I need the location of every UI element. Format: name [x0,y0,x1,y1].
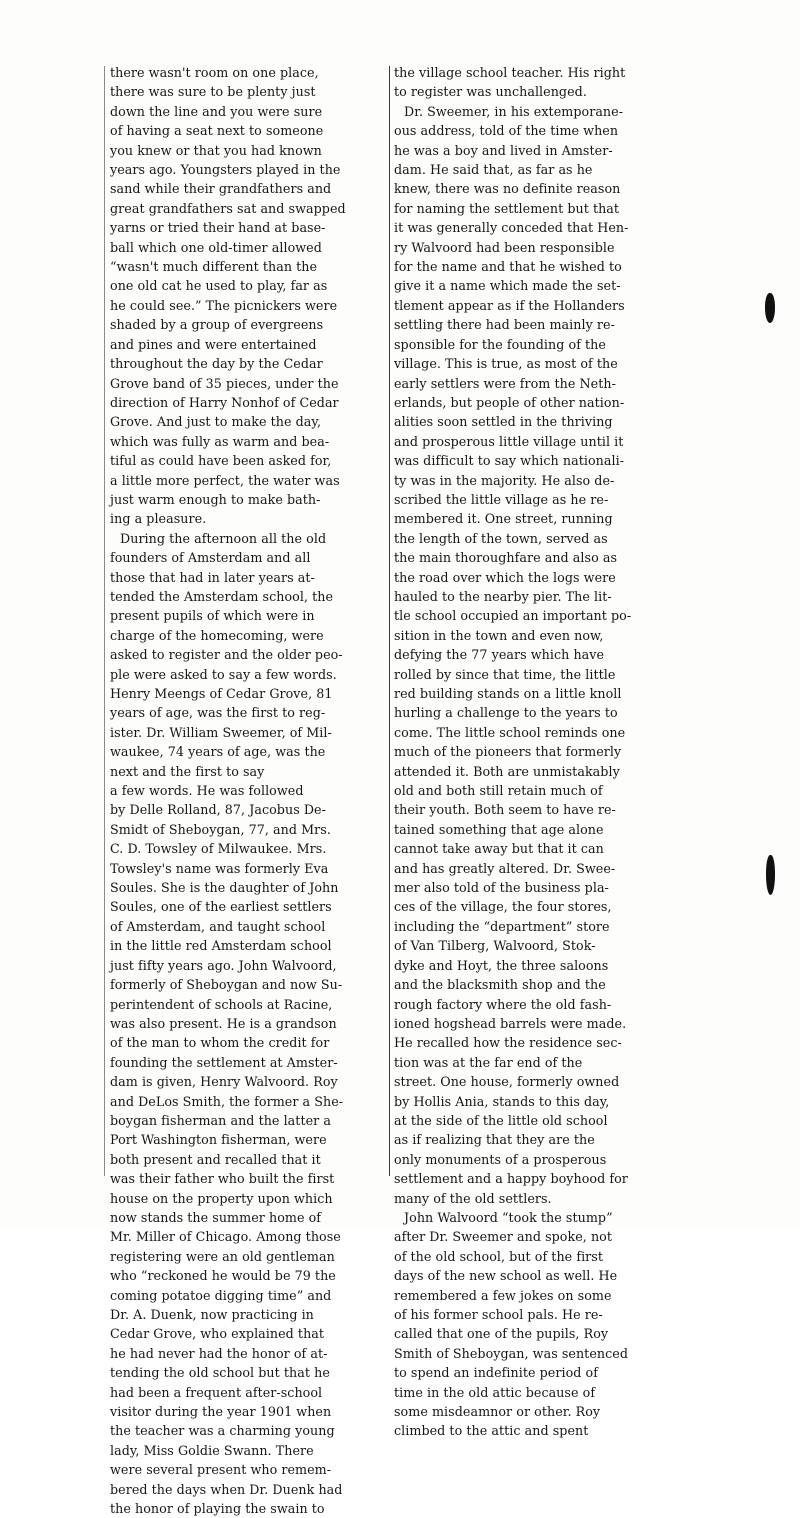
article-line: there wasn't room on one place, [110,65,319,80]
article-line: of Van Tilberg, Walvoord, Stok- [394,938,596,954]
article-line: charge of the homecoming, were [110,627,324,643]
article-line: bered the days when Dr. Duenk had [110,1481,343,1497]
article-line: both present and recalled that it [110,1151,321,1167]
scan-mark [765,293,775,323]
article-line: founders of Amsterdam and all [110,550,311,566]
article-line: of the man to whom the credit for [110,1035,330,1051]
article-line: were several present who remem- [110,1462,332,1478]
article-line: a few words. He was followed [110,783,304,799]
article-line: Dr. A. Duenk, now practicing in [110,1307,314,1322]
article-line: you knew or that you had known [110,142,322,158]
article-line: dam. He said that, as far as he [394,162,593,178]
article-line: dam is given, Henry Walvoord. Roy [110,1074,338,1090]
article-line: tiful as could have been asked for, [110,453,332,469]
article-line: defying the 77 years which have [394,647,605,663]
article-line: C. D. Towsley of Milwaukee. Mrs. [110,841,327,857]
article-line: formerly of Sheboygan and now Su- [110,977,343,993]
left-edge-rule [104,66,105,1176]
article-line: village. This is true, as most of the [394,356,618,372]
article-line: and DeLos Smith, the former a She- [110,1093,344,1109]
article-line: Soules, one of the earliest settlers [110,899,332,915]
article-line: next and the first to say [110,763,265,779]
article-line: registering were an old gentleman [110,1248,335,1264]
article-line: down the line and you were sure [110,103,323,119]
article-line: yarns or tried their hand at base- [110,220,326,236]
article-line: visitor during the year 1901 when [110,1404,332,1420]
article-line: which was fully as warm and bea- [110,433,330,449]
article-line: ty was in the majority. He also de- [394,472,615,488]
article-line: now stands the summer home of [110,1209,322,1225]
article-line: who “reckoned he would be 79 the [110,1268,336,1284]
article-line: at the side of the little old school [394,1112,608,1128]
article-line: just warm enough to make bath- [110,491,321,507]
article-line: of the old school, but of the first [394,1248,603,1264]
article-line: was also present. He is a grandson [110,1015,337,1031]
article-line: Dr. Sweemer, in his extemporane- [404,103,624,119]
article-line: scribed the little village as he re- [394,491,609,507]
article-line: tlement appear as if the Hollanders [394,297,625,313]
article-line: perintendent of schools at Racine, [110,996,333,1012]
article-line: Grove. And just to make the day, [110,414,322,430]
article-line: the main thoroughfare and also as [394,550,618,566]
article-line: ister. Dr. William Sweemer, of Mil- [110,724,332,740]
article-line: cannot take away but that it can [394,841,604,857]
article-line: founding the settlement at Amster- [110,1054,338,1070]
article-line: for naming the settlement but that [394,200,620,216]
article-line: “wasn't much different than the [110,259,318,275]
article-line: street. One house, formerly owned [394,1074,620,1090]
article-line: asked to register and the older peo- [110,647,343,663]
article-line: Soules. She is the daughter of John [110,880,339,896]
article-line: alities soon settled in the thriving [394,414,613,430]
article-line: early settlers were from the Neth- [394,375,616,391]
article-line: Port Washington fisherman, were [110,1132,327,1148]
article-line: and pines and were entertained [110,336,317,352]
article-line: Towsley's name was formerly Eva [110,860,329,876]
article-line: was difficult to say which nationali- [394,453,625,469]
article-line: sand while their grandfathers and [110,181,332,197]
article-line: as if realizing that they are the [394,1132,595,1148]
article-line: hurling a challenge to the years to [394,705,618,721]
article-line: called that one of the pupils, Roy [394,1326,609,1342]
article-line: tion was at the far end of the [394,1054,583,1070]
article-line: great grandfathers sat and swapped [110,200,346,216]
article-line: remembered a few jokes on some [394,1287,612,1303]
article-line: house on the property upon which [110,1190,333,1206]
article-line: only monuments of a prosperous [394,1151,607,1167]
article-line: ioned hogshead barrels were made. [394,1015,627,1031]
article-line: the village school teacher. His right [394,65,626,80]
article-line: dyke and Hoyt, the three saloons [394,957,609,973]
article-line: boygan fisherman and the latter a [110,1112,331,1128]
article-line: many of the old settlers. [394,1190,552,1206]
article-line: attended it. Both are unmistakably [394,763,620,779]
article-line: those that had in later years at- [110,569,315,585]
article-line: tained something that age alone [394,821,604,837]
article-line: and prosperous little village until it [394,433,624,449]
article-line: Smith of Sheboygan, was sentenced [394,1345,628,1361]
article-line: ous address, told of the time when [394,123,619,139]
article-line: erlands, but people of other nation- [394,394,625,410]
article-line: Cedar Grove, who explained that [110,1326,325,1342]
article-line: shaded by a group of evergreens [110,317,324,333]
article-line: Smidt of Sheboygan, 77, and Mrs. [110,821,331,837]
article-line: Henry Meengs of Cedar Grove, 81 [110,686,333,701]
article-line: the road over which the logs were [394,569,616,585]
article-line: throughout the day by the Cedar [110,356,323,372]
article-line: climbed to the attic and spent [394,1423,589,1439]
article-line: tending the old school but that he [110,1365,330,1381]
article-line: settling there had been mainly re- [394,317,615,333]
article-line: tle school occupied an important po- [394,608,632,624]
article-line: sition in the town and even now, [394,627,604,643]
article-line: by Delle Rolland, 87, Jacobus De- [110,802,326,818]
article-line: mer also told of the business pla- [394,880,609,896]
article-line: there was sure to be plenty just [110,84,316,100]
article-column-right [394,63,694,1441]
article-line: was their father who built the first [110,1171,335,1187]
article-line: their youth. Both seem to have re- [394,802,616,818]
article-line: much of the pioneers that formerly [394,744,622,760]
article-line: it was generally conceded that Hen- [394,220,629,236]
article-line: sponsible for the founding of the [394,336,606,352]
article-line: He recalled how the residence sec- [394,1035,622,1051]
article-line: Grove band of 35 pieces, under the [110,375,339,391]
article-line: years ago. Youngsters played in the [110,162,341,178]
article-line: to register was unchallenged. [394,84,587,100]
article-line: he could see.” The picnickers were [110,297,338,313]
article-line: present pupils of which were in [110,608,315,624]
article-line: some misdeamnor or other. Roy [394,1404,601,1420]
article-line: hauled to the nearby pier. The lit- [394,588,612,604]
article-column-left [110,63,386,1518]
scan-mark [766,855,775,895]
article-line: for the name and that he wished to [394,259,622,275]
article-line: in the little red Amsterdam school [110,938,332,954]
article-line: had been a frequent after-school [110,1384,323,1400]
article-line: rough factory where the old fash- [394,996,612,1012]
article-line: just fifty years ago. John Walvoord, [110,957,337,973]
article-line: of Amsterdam, and taught school [110,918,326,934]
article-line: of having a seat next to someone [110,123,324,139]
article-line: the length of the town, served as [394,530,608,546]
article-line: years of age, was the first to reg- [110,705,326,721]
article-line: coming potatoe digging time” and [110,1287,332,1303]
article-line: of his former school pals. He re- [394,1307,603,1322]
article-line: ball which one old-timer allowed [110,239,322,255]
article-line: ple were asked to say a few words. [110,666,337,682]
article-line: come. The little school reminds one [394,724,626,740]
article-line: red building stands on a little knoll [394,686,622,701]
article-line: rolled by since that time, the little [394,666,616,682]
article-line: ry Walvoord had been responsible [394,239,615,255]
article-line: ing a pleasure. [110,511,207,527]
article-line: settlement and a happy boyhood for [394,1171,628,1187]
article-line: the teacher was a charming young [110,1423,335,1439]
article-line: after Dr. Sweemer and spoke, not [394,1229,613,1245]
article-line: including the “department” store [394,918,610,934]
article-line: John Walvoord “took the stump” [404,1209,613,1225]
article-line: one old cat he used to play, far as [110,278,328,294]
article-line: During the afternoon all the old [120,530,327,546]
article-line: ces of the village, the four stores, [394,899,612,915]
article-line: the honor of playing the swain to [110,1501,325,1517]
article-line: and the blacksmith shop and the [394,977,606,993]
column-divider [389,66,390,1176]
article-line: direction of Harry Nonhof of Cedar [110,394,339,410]
article-line: he had never had the honor of at- [110,1345,328,1361]
article-line: a little more perfect, the water was [110,472,340,488]
article-line: days of the new school as well. He [394,1268,618,1284]
article-line: knew, there was no definite reason [394,181,621,197]
article-line: time in the old attic because of [394,1384,596,1400]
article-line: lady, Miss Goldie Swann. There [110,1442,314,1458]
article-line: Mr. Miller of Chicago. Among those [110,1229,341,1245]
article-line: by Hollis Ania, stands to this day, [394,1093,610,1109]
article-line: to spend an indefinite period of [394,1365,598,1381]
article-line: and has greatly altered. Dr. Swee- [394,860,616,876]
article-line: tended the Amsterdam school, the [110,588,334,604]
article-line: membered it. One street, running [394,511,613,527]
article-line: he was a boy and lived in Amster- [394,142,613,158]
article-line: waukee, 74 years of age, was the [110,744,326,760]
article-line: old and both still retain much of [394,783,603,799]
article-line: give it a name which made the set- [394,278,621,294]
